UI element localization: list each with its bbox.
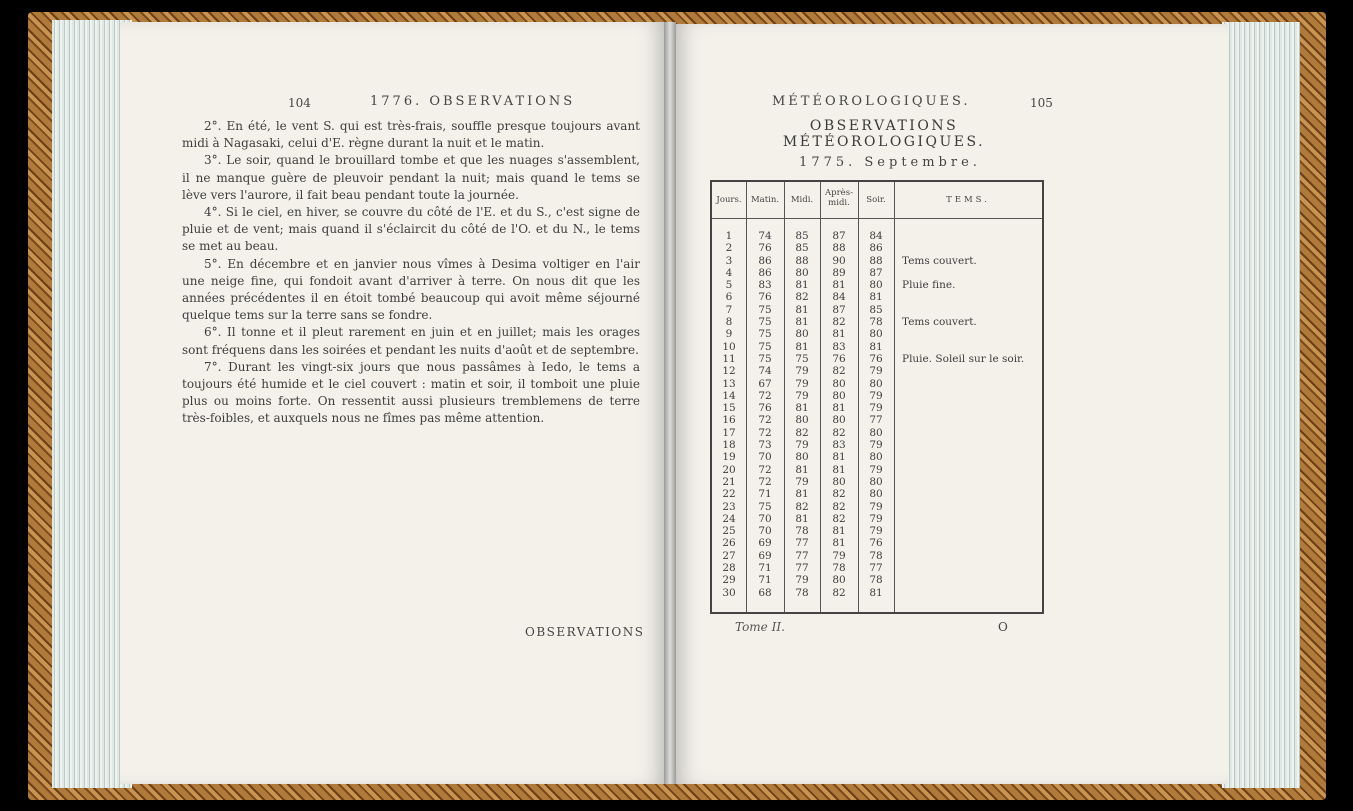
cell-midi: 81 xyxy=(795,402,809,415)
cell-soir: 78 xyxy=(869,574,883,587)
cell-jour: 19 xyxy=(722,451,736,464)
cell-midi: 82 xyxy=(795,500,809,513)
cell-jour: 3 xyxy=(725,254,733,267)
weather-table xyxy=(710,180,1044,614)
cell-midi: 81 xyxy=(795,316,809,329)
cell-matin: 72 xyxy=(758,463,772,476)
cell-jour: 25 xyxy=(722,525,736,538)
cell-tems xyxy=(902,341,1042,353)
cell-soir: 80 xyxy=(869,328,883,341)
cell-soir: 88 xyxy=(869,254,883,267)
cell-matin: 83 xyxy=(758,279,772,292)
cell-midi: 79 xyxy=(795,365,809,378)
cell-matin: 75 xyxy=(758,340,772,353)
cell-matin: 76 xyxy=(758,291,772,304)
cell-jour: 17 xyxy=(722,426,736,439)
cell-tems xyxy=(902,513,1042,525)
cell-midi: 78 xyxy=(795,525,809,538)
column-midi xyxy=(784,230,820,599)
cell-midi: 78 xyxy=(795,586,809,599)
cell-matin: 72 xyxy=(758,475,772,488)
page-edges-right xyxy=(1222,22,1300,788)
cell-midi: 79 xyxy=(795,389,809,402)
cell-midi: 82 xyxy=(795,426,809,439)
cell-tems: Tems couvert. xyxy=(902,316,977,329)
cell-soir: 76 xyxy=(869,537,883,550)
cell-matin: 75 xyxy=(758,352,772,365)
cell-tems xyxy=(902,390,1042,402)
cell-tems xyxy=(902,402,1042,414)
cell-jour: 7 xyxy=(725,303,733,316)
column-apres-midi xyxy=(820,230,858,599)
cell-tems xyxy=(902,476,1042,488)
cell-tems: Pluie fine. xyxy=(902,279,956,292)
cell-matin: 76 xyxy=(758,242,772,255)
cell-tems: Tems couvert. xyxy=(902,254,977,267)
cell-apres-midi: 80 xyxy=(832,389,846,402)
cell-midi: 81 xyxy=(795,303,809,316)
cell-jour: 18 xyxy=(722,439,736,452)
cell-apres-midi: 88 xyxy=(832,242,846,255)
cell-midi: 81 xyxy=(795,340,809,353)
cell-apres-midi: 79 xyxy=(832,549,846,562)
cell-jour: 29 xyxy=(722,574,736,587)
cell-midi: 77 xyxy=(795,537,809,550)
cell-apres-midi: 82 xyxy=(832,426,846,439)
cell-matin: 72 xyxy=(758,389,772,402)
cell-apres-midi: 81 xyxy=(832,463,846,476)
cell-midi: 85 xyxy=(795,242,809,255)
cell-apres-midi: 81 xyxy=(832,402,846,415)
cell-soir: 79 xyxy=(869,389,883,402)
cell-tems xyxy=(902,525,1042,537)
cell-midi: 77 xyxy=(795,562,809,575)
header-matin: Matin. xyxy=(750,195,780,205)
cell-matin: 70 xyxy=(758,451,772,464)
cell-jour: 2 xyxy=(725,242,733,255)
cell-apres-midi: 83 xyxy=(832,439,846,452)
cell-midi: 77 xyxy=(795,549,809,562)
column-soir xyxy=(858,230,894,599)
cell-soir: 85 xyxy=(869,303,883,316)
cell-apres-midi: 81 xyxy=(832,279,846,292)
cell-soir: 81 xyxy=(869,291,883,304)
cell-soir: 79 xyxy=(869,365,883,378)
cell-matin: 68 xyxy=(758,586,772,599)
cell-soir: 80 xyxy=(869,451,883,464)
header-apres-midi-line1: Après- xyxy=(825,188,853,198)
cell-apres-midi: 80 xyxy=(832,377,846,390)
signature-mark: O xyxy=(998,620,1008,634)
cell-soir: 79 xyxy=(869,402,883,415)
cell-matin: 70 xyxy=(758,525,772,538)
paragraph: 5°. En décembre et en janvier nous vîmes à Desima voltiger en l'air une neige fine, qui fondoit avant d'arriver à terre. On nous dit que les années précédentes il en étoit tombé beaucoup qui avoit même séjourné quelque tems sur la terre sans se fondre. xyxy=(182,256,640,323)
cell-jour: 1 xyxy=(725,230,733,242)
cell-midi: 79 xyxy=(795,439,809,452)
cell-tems xyxy=(902,365,1042,377)
cell-tems xyxy=(902,242,1042,254)
cell-midi: 81 xyxy=(795,279,809,292)
cell-matin: 75 xyxy=(758,328,772,341)
cell-soir: 76 xyxy=(869,352,883,365)
cell-midi: 82 xyxy=(795,291,809,304)
cell-midi: 81 xyxy=(795,512,809,525)
catchword: OBSERVATIONS xyxy=(525,625,645,639)
cell-midi: 80 xyxy=(795,266,809,279)
cell-apres-midi: 80 xyxy=(832,475,846,488)
cell-matin: 71 xyxy=(758,562,772,575)
cell-matin: 73 xyxy=(758,439,772,452)
cell-apres-midi: 90 xyxy=(832,254,846,267)
cell-soir: 86 xyxy=(869,242,883,255)
cell-apres-midi: 82 xyxy=(832,488,846,501)
cell-soir: 84 xyxy=(869,230,883,242)
column-rule xyxy=(894,182,895,612)
cell-apres-midi: 80 xyxy=(832,414,846,427)
cell-jour: 27 xyxy=(722,549,736,562)
cell-jour: 9 xyxy=(725,328,733,341)
cell-apres-midi: 87 xyxy=(832,303,846,316)
cell-apres-midi: 78 xyxy=(832,562,846,575)
cell-jour: 28 xyxy=(722,562,736,575)
book-gutter xyxy=(664,22,676,784)
cell-apres-midi: 81 xyxy=(832,451,846,464)
cell-jour: 14 xyxy=(722,389,736,402)
right-page-number: 105 xyxy=(1030,96,1053,110)
volume-label: Tome II. xyxy=(735,620,785,634)
cell-apres-midi: 89 xyxy=(832,266,846,279)
cell-matin: 75 xyxy=(758,316,772,329)
paragraph: 2°. En été, le vent S. qui est très-frais, souffle presque toujours avant midi à Nagasaki, celui d'E. règne durant la nuit et le matin. xyxy=(182,119,640,151)
cell-tems xyxy=(902,439,1042,451)
cell-jour: 12 xyxy=(722,365,736,378)
header-apres-midi-line2: midi. xyxy=(828,198,850,208)
cell-apres-midi: 81 xyxy=(832,328,846,341)
cell-tems xyxy=(902,427,1042,439)
cell-apres-midi: 83 xyxy=(832,340,846,353)
cell-matin: 69 xyxy=(758,537,772,550)
cell-matin: 69 xyxy=(758,549,772,562)
cell-jour: 24 xyxy=(722,512,736,525)
cell-jour: 21 xyxy=(722,475,736,488)
cell-soir: 80 xyxy=(869,475,883,488)
cell-apres-midi: 87 xyxy=(832,230,846,242)
cell-matin: 86 xyxy=(758,254,772,267)
cell-tems: Pluie. Soleil sur le soir. xyxy=(902,352,1025,365)
cell-apres-midi: 81 xyxy=(832,525,846,538)
cell-soir: 79 xyxy=(869,525,883,538)
column-jours xyxy=(712,230,746,599)
paragraph: 3°. Le soir, quand le brouillard tombe et que les nuages s'assemblent, il ne manque guère de pleuvoir pendant la nuit; mais quand le tems se lève vers l'aurore, il fait beau pendant toute la journée. xyxy=(182,153,640,202)
cell-jour: 6 xyxy=(725,291,733,304)
cell-soir: 78 xyxy=(869,549,883,562)
cell-midi: 85 xyxy=(795,230,809,242)
cell-jour: 16 xyxy=(722,414,736,427)
cell-apres-midi: 84 xyxy=(832,291,846,304)
cell-soir: 79 xyxy=(869,512,883,525)
cell-jour: 10 xyxy=(722,340,736,353)
cell-midi: 75 xyxy=(795,352,809,365)
cell-soir: 80 xyxy=(869,279,883,292)
cell-matin: 72 xyxy=(758,426,772,439)
left-body-text xyxy=(182,118,640,428)
cell-matin: 86 xyxy=(758,266,772,279)
cell-soir: 77 xyxy=(869,414,883,427)
cell-midi: 80 xyxy=(795,451,809,464)
header-apres-midi xyxy=(820,188,858,208)
cell-soir: 79 xyxy=(869,500,883,513)
cell-matin: 71 xyxy=(758,574,772,587)
column-matin xyxy=(746,230,784,599)
cell-soir: 80 xyxy=(869,377,883,390)
cell-matin: 70 xyxy=(758,512,772,525)
cell-soir: 78 xyxy=(869,316,883,329)
cell-midi: 80 xyxy=(795,414,809,427)
cell-apres-midi: 80 xyxy=(832,574,846,587)
cell-jour: 5 xyxy=(725,279,733,292)
cell-tems xyxy=(902,501,1042,513)
cell-matin: 76 xyxy=(758,402,772,415)
cell-matin: 72 xyxy=(758,414,772,427)
header-tems: TEMS. xyxy=(946,195,990,205)
table-subtitle: 1775. Septembre. xyxy=(799,155,981,170)
paragraph: 4°. Si le ciel, en hiver, se couvre du côté de l'E. et du S., c'est signe de pluie et de vent; mais quand il s'éclaircit du côté de l'O. et du N., le tems se met au beau. xyxy=(182,205,640,254)
cell-jour: 4 xyxy=(725,266,733,279)
cell-midi: 80 xyxy=(795,328,809,341)
header-midi: Midi. xyxy=(790,195,814,205)
cell-tems xyxy=(902,267,1042,279)
header-soir: Soir. xyxy=(866,195,886,205)
paragraph: 6°. Il tonne et il pleut rarement en juin et en juillet; mais les orages sont fréquens dans les soirées et pendant les nuits d'août et de septembre. xyxy=(182,325,640,357)
cell-apres-midi: 82 xyxy=(832,500,846,513)
cell-matin: 74 xyxy=(758,365,772,378)
cell-midi: 81 xyxy=(795,488,809,501)
cell-jour: 23 xyxy=(722,500,736,513)
cell-apres-midi: 82 xyxy=(832,316,846,329)
cell-tems xyxy=(902,451,1042,463)
cell-jour: 20 xyxy=(722,463,736,476)
cell-soir: 79 xyxy=(869,439,883,452)
cell-tems xyxy=(902,464,1042,476)
cell-soir: 79 xyxy=(869,463,883,476)
cell-jour: 8 xyxy=(725,316,733,329)
cell-jour: 13 xyxy=(722,377,736,390)
right-running-head: MÉTÉOROLOGIQUES. xyxy=(772,94,971,109)
left-page-number: 104 xyxy=(288,96,311,110)
cell-tems xyxy=(902,328,1042,340)
cell-tems xyxy=(902,587,1042,599)
cell-apres-midi: 82 xyxy=(832,512,846,525)
cell-midi: 79 xyxy=(795,377,809,390)
cell-midi: 79 xyxy=(795,475,809,488)
table-title: OBSERVATIONS MÉTÉOROLOGIQUES. xyxy=(782,118,986,150)
cell-midi: 88 xyxy=(795,254,809,267)
cell-soir: 80 xyxy=(869,488,883,501)
cell-jour: 11 xyxy=(722,352,736,365)
cell-matin: 75 xyxy=(758,500,772,513)
cell-matin: 75 xyxy=(758,303,772,316)
cell-midi: 79 xyxy=(795,574,809,587)
cell-tems xyxy=(902,291,1042,303)
cell-soir: 77 xyxy=(869,562,883,575)
cell-tems xyxy=(902,304,1042,316)
cell-apres-midi: 82 xyxy=(832,365,846,378)
cell-tems xyxy=(902,488,1042,500)
column-tems xyxy=(902,230,1042,599)
cell-soir: 80 xyxy=(869,426,883,439)
cell-tems xyxy=(902,537,1042,549)
cell-matin: 71 xyxy=(758,488,772,501)
cell-tems xyxy=(902,378,1042,390)
cell-tems xyxy=(902,562,1042,574)
cell-tems xyxy=(902,550,1042,562)
cell-apres-midi: 81 xyxy=(832,537,846,550)
cell-jour: 15 xyxy=(722,402,736,415)
cell-apres-midi: 76 xyxy=(832,352,846,365)
cell-soir: 87 xyxy=(869,266,883,279)
cell-matin: 74 xyxy=(758,230,772,242)
cell-tems xyxy=(902,574,1042,586)
cell-jour: 22 xyxy=(722,488,736,501)
cell-apres-midi: 82 xyxy=(832,586,846,599)
paragraph: 7°. Durant les vingt-six jours que nous passâmes à Iedo, le tems a toujours été humide et le ciel couvert : matin et soir, il tomboit une pluie plus ou moins forte. On ressentit aussi plusieurs tremblemens de terre très-foibles, et auxquels nous ne fîmes pas même attention. xyxy=(182,359,640,426)
left-running-head: 1776. OBSERVATIONS xyxy=(370,94,576,109)
cell-midi: 81 xyxy=(795,463,809,476)
cell-jour: 26 xyxy=(722,537,736,550)
cell-tems xyxy=(902,230,1042,242)
cell-matin: 67 xyxy=(758,377,772,390)
cell-soir: 81 xyxy=(869,586,883,599)
cell-jour: 30 xyxy=(722,586,736,599)
cell-tems xyxy=(902,414,1042,426)
header-rule xyxy=(712,218,1042,219)
cell-soir: 81 xyxy=(869,340,883,353)
header-jours: Jours. xyxy=(716,195,742,205)
